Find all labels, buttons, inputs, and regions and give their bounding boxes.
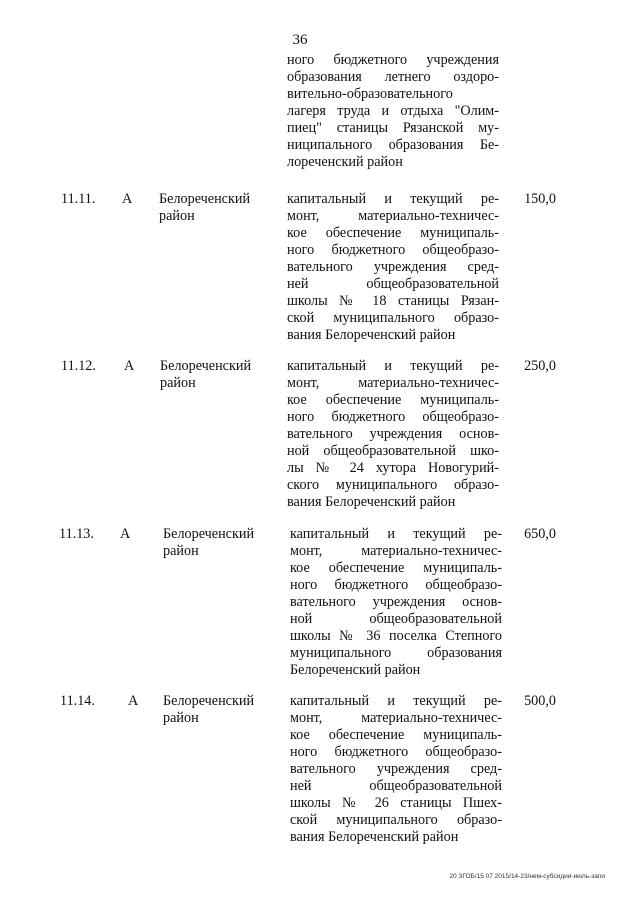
continuation-line: образования летнего оздоро-	[287, 69, 499, 85]
row-district: Белореченский район	[160, 358, 252, 391]
description-line: вательного учреждения сред-	[287, 259, 499, 275]
description-line: монт, материально-техничес-	[287, 375, 499, 391]
row-amount: 500,0	[524, 693, 556, 709]
row-letter: А	[128, 693, 139, 709]
description-line: кое обеспечение муниципаль-	[287, 225, 499, 241]
row-letter: А	[122, 191, 133, 207]
row-amount: 250,0	[524, 358, 556, 374]
description-line: муниципального образования	[290, 645, 502, 661]
description-line: кое обеспечение муниципаль-	[290, 560, 502, 576]
description-line: ного бюджетного общеобразо-	[290, 744, 502, 760]
description-line: вательного учреждения основ-	[287, 426, 499, 442]
row-letter: А	[124, 358, 135, 374]
description-line: Белореченский район	[290, 662, 421, 678]
continuation-line: ниципального образования Бе-	[287, 137, 499, 153]
continuation-line: ного бюджетного учреждения	[287, 52, 499, 68]
description-line: вания Белореченский район	[290, 829, 459, 845]
row-district: Белореченский район	[163, 526, 255, 559]
description-line: капитальный и текущий ре-	[290, 526, 502, 542]
description-line: ской муниципального образо-	[290, 812, 502, 828]
description-line: капитальный и текущий ре-	[287, 358, 499, 374]
row-description	[290, 693, 502, 846]
row-amount: 650,0	[524, 526, 556, 542]
row-number: 11.11.	[61, 191, 96, 207]
description-line: ской муниципального образо-	[287, 310, 499, 326]
description-line: ной общеобразовательной	[290, 611, 502, 627]
description-line: школы № 18 станицы Рязан-	[287, 293, 499, 309]
row-description	[290, 526, 502, 679]
footer-file-path: 20 ЗГОБ/15 07 2015/14-23/нем-субсидии-июль-запи	[449, 873, 605, 880]
row-number: 11.12.	[61, 358, 96, 374]
row-description	[287, 191, 499, 344]
page-number: 36	[292, 32, 308, 48]
description-line: ского муниципального образо-	[287, 477, 499, 493]
description-line: школы № 36 поселка Степного	[290, 628, 502, 644]
description-line: лы № 24 хутора Новогурий-	[287, 460, 499, 476]
continuation-line: лореченский район	[287, 154, 403, 170]
row-district: Белореченский район	[159, 191, 251, 224]
row-district: Белореченский район	[163, 693, 255, 726]
continuation-line: пиец" станицы Рязанской му-	[287, 120, 499, 136]
continuation-text	[287, 52, 499, 171]
description-line: кое обеспечение муниципаль-	[287, 392, 499, 408]
row-description	[287, 358, 499, 511]
row-amount: 150,0	[524, 191, 556, 207]
description-line: вания Белореченский район	[287, 327, 456, 343]
row-number: 11.13.	[59, 526, 94, 542]
row-letter: А	[120, 526, 131, 542]
description-line: ного бюджетного общеобразо-	[290, 577, 502, 593]
description-line: капитальный и текущий ре-	[287, 191, 499, 207]
description-line: монт, материально-техничес-	[290, 543, 502, 559]
description-line: ной общеобразовательной шко-	[287, 443, 499, 459]
description-line: кое обеспечение муниципаль-	[290, 727, 502, 743]
description-line: монт, материально-техничес-	[290, 710, 502, 726]
description-line: ней общеобразовательной	[287, 276, 499, 292]
description-line: вательного учреждения сред-	[290, 761, 502, 777]
description-line: ней общеобразовательной	[290, 778, 502, 794]
description-line: монт, материально-техничес-	[287, 208, 499, 224]
row-number: 11.14.	[60, 693, 95, 709]
description-line: вания Белореченский район	[287, 494, 456, 510]
continuation-line: вительно-образовательного	[287, 86, 453, 102]
description-line: капитальный и текущий ре-	[290, 693, 502, 709]
continuation-line: лагеря труда и отдыха "Олим-	[287, 103, 499, 119]
description-line: школы № 26 станицы Пшех-	[290, 795, 502, 811]
description-line: ного бюджетного общеобразо-	[287, 409, 499, 425]
description-line: ного бюджетного общеобразо-	[287, 242, 499, 258]
description-line: вательного учреждения основ-	[290, 594, 502, 610]
